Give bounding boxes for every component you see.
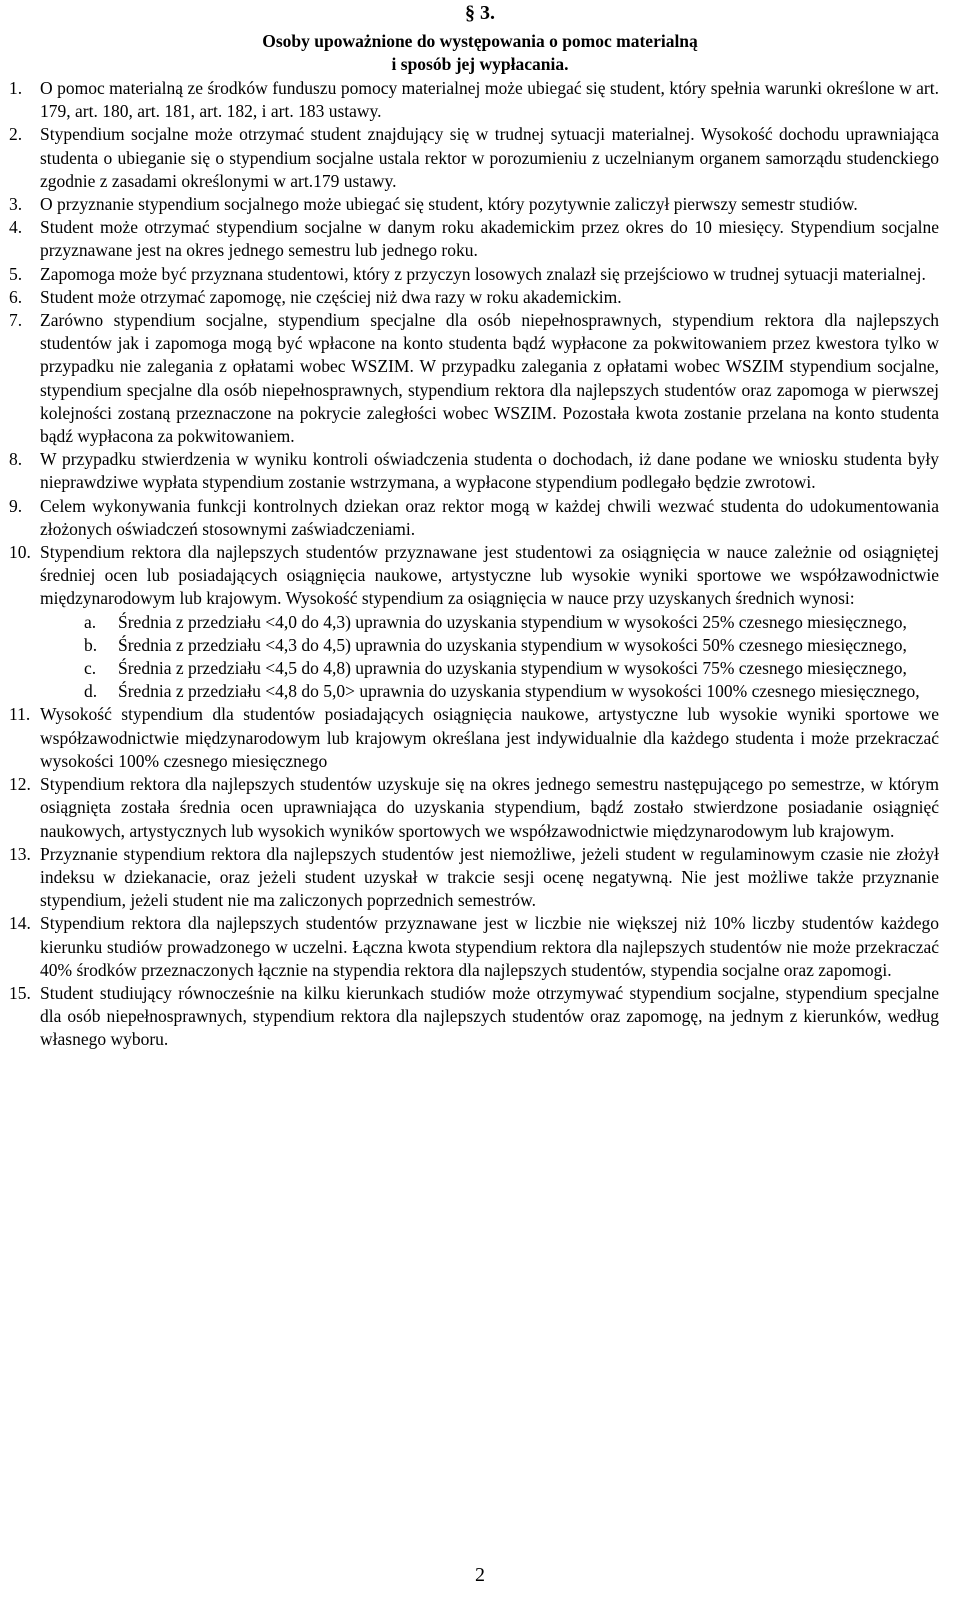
item-number: 6. (9, 286, 23, 307)
sub-item-b (84, 634, 939, 657)
item-text: Celem wykonywania funkcji kontrolnych dziekan oraz rektor mogą w każdej chwili wezwać studenta do udokumentowania złożonych oświadczeń stosownymi zaświadczeniami. (40, 495, 939, 539)
item-text: Stypendium rektora dla najlepszych studentów przyznawane jest w liczbie nie większej niż 10% liczby studentów każdego kierunku studiów prowadzonego w uczelni. Łączna kwota stypendium rektora dla najlepszych studentów nie może przekraczać 40% środków przeznaczonych łącznie na stypendia rektora dla najlepszych studentów, stypendia socjalne oraz zapomogi. (40, 913, 939, 980)
sub-item-d (84, 680, 939, 703)
sub-item-text: Średnia z przedziału <4,8 do 5,0> uprawnia do uzyskania stypendium w wysokości 100% czesnego miesięcznego, (118, 681, 920, 702)
item-number: 5. (9, 263, 23, 284)
item-text: Student może otrzymać stypendium socjalne w danym roku akademickim przez okres do 10 miesięcy. Stypendium socjalne przyznawane jest na okres jednego semestru lub jednego roku. (40, 217, 939, 261)
item-number: 13. (9, 843, 31, 864)
item-text: O pomoc materialną ze środków funduszu pomocy materialnej może ubiegać się student, który spełnia warunki określone w art. 179, art. 180, art. 181, art. 182, i art. 183 ustawy. (40, 78, 939, 122)
list-item-10 (9, 541, 939, 611)
section-mark: § 3. (465, 2, 495, 24)
item-number: 8. (9, 449, 23, 470)
list-item-1 (9, 77, 939, 123)
item-text: O przyznanie stypendium socjalnego może ubiegać się student, który pozytywnie zaliczył pierwszy semestr studiów. (40, 194, 858, 215)
section-title-line-1: Osoby upoważnione do występowania o pomoc materialną (262, 31, 698, 51)
item-text: Zarówno stypendium socjalne, stypendium specjalne dla osób niepełnosprawnych, stypendium rektora dla najlepszych studentów jak i zapomoga mogą być wpłacone na konto studenta bądź wypłacone za pokwitowaniem przez kwestora tylko w przypadku nie zalegania z opłatami wobec WSZIM. W przypadku zalegania z opłatami wobec WSZIM stypendium socjalne, stypendium specjalne dla osób niepełnosprawnych, stypendium rektora dla najlepszych studentów oraz zapomoga w pierwszej kolejności zostaną przeznaczone na pokrycie zaległości wobec WSZIM. Pozostała kwota zostanie przelana na konto studenta bądź wypłacona za pokwitowaniem. (40, 310, 939, 447)
list-item-14 (9, 912, 939, 982)
item-text: Stypendium rektora dla najlepszych studentów przyznawane jest studentowi za osiągnięcia w nauce zależnie od osiągniętej średniej ocen lub posiadających osiągnięcia naukowe, artystyczne lub wysokie wyniki sportowe we współzawodnictwie międzynarodowym lub krajowym. Wysokość stypendium za osiągnięcia w nauce przy uzyskanych średnich wynosi: (40, 542, 939, 609)
sub-item-letter: b. (84, 634, 98, 655)
section-title (0, 30, 960, 76)
item-number: 11. (9, 704, 31, 725)
item-number: 2. (9, 124, 23, 145)
item-number: 3. (9, 194, 23, 215)
list-item-7 (9, 309, 939, 448)
section-title-line-2: i sposób jej wypłacania. (391, 54, 569, 74)
item-number: 12. (9, 774, 31, 795)
list-item-5 (9, 263, 939, 286)
sub-item-a (84, 611, 939, 634)
page-number: 2 (475, 1564, 485, 1586)
list-item-12 (9, 773, 939, 843)
sub-item-c (84, 657, 939, 680)
item-text: Przyznanie stypendium rektora dla najlepszych studentów jest niemożliwe, jeżeli student w regulaminowym czasie nie złożył indeksu w dziekanacie, oraz jeżeli student uzyskał w trakcie sesji ocenę negatywną. Nie jest możliwe także przyznanie stypendium, jeżeli student nie ma zaliczonych poprzednich semestrów. (40, 843, 939, 911)
item-number: 9. (9, 495, 23, 516)
sub-item-letter: d. (84, 681, 98, 702)
item-text: Stypendium rektora dla najlepszych studentów uzyskuje się na okres jednego semestru następującego po semestrze, w którym osiągnięta została średnia ocen uprawniająca do uzyskania stypendium, bądź zostało stwierdzone posiadanie osiągnięć naukowych, artystycznych lub wysokich wyników sportowych we współzawodnictwie międzynarodowym lub krajowym. (40, 774, 939, 841)
item-number: 15. (9, 982, 31, 1003)
list-item-6 (9, 286, 939, 309)
item-text: Student może otrzymać zapomogę, nie częściej niż dwa razy w roku akademickim. (40, 286, 622, 307)
item-number: 7. (9, 310, 23, 331)
item-number: 10. (9, 542, 31, 563)
sub-item-letter: a. (84, 611, 97, 632)
item-text: Stypendium socjalne może otrzymać student znajdujący się w trudnej sytuacji materialnej. Wysokość dochodu uprawniająca studenta o ubieganie się o stypendium socjalne ustala rektor w porozumieniu z uczelnianym organem samorządu studenckiego zgodnie z zasadami określonymi w art.179 ustawy. (40, 124, 939, 191)
item-text: Zapomoga może być przyznana studentowi, który z przyczyn losowych znalazł się przejściowo w trudnej sytuacji materialnej. (40, 263, 926, 284)
list-item-15 (9, 982, 939, 1052)
list-item-2 (9, 123, 939, 193)
item-text: W przypadku stwierdzenia w wyniku kontroli oświadczenia studenta o dochodach, iż dane podane we wniosku studenta były nieprawdziwe wypłata stypendium zostanie wstrzymana, a wypłacone stypendium podlegało będzie zwrotowi. (40, 449, 939, 493)
sub-item-text: Średnia z przedziału <4,5 do 4,8) uprawnia do uzyskania stypendium w wysokości 75% czesnego miesięcznego, (118, 658, 907, 679)
list-item-11 (9, 703, 939, 773)
list-item-8 (9, 448, 939, 494)
item-number: 4. (9, 217, 23, 238)
regulation-list (9, 77, 939, 1052)
list-item-4 (9, 216, 939, 262)
item-text: Wysokość stypendium dla studentów posiadających osiągnięcia naukowe, artystyczne lub wysokie wyniki sportowe we współzawodnictwie międzynarodowym lub krajowym określana jest indywidualnie dla każdego studenta i może przekraczać wysokości 100% czesnego miesięcznego (40, 704, 939, 771)
list-item-3 (9, 193, 939, 216)
item-text: Student studiujący równocześnie na kilku kierunkach studiów może otrzymywać stypendium socjalne, stypendium specjalne dla osób niepełnosprawnych, stypendium rektora dla najlepszych studentów oraz zapomogę, na jednym z kierunków, według własnego wyboru. (40, 982, 939, 1050)
list-item-9 (9, 495, 939, 541)
sub-item-letter: c. (84, 658, 97, 679)
sub-item-text: Średnia z przedziału <4,0 do 4,3) uprawnia do uzyskania stypendium w wysokości 25% czesnego miesięcznego, (118, 611, 907, 632)
list-item-13 (9, 843, 939, 913)
sub-item-text: Średnia z przedziału <4,3 do 4,5) uprawnia do uzyskania stypendium w wysokości 50% czesnego miesięcznego, (118, 634, 907, 655)
item-number: 14. (9, 913, 31, 934)
item-number: 1. (9, 78, 23, 98)
